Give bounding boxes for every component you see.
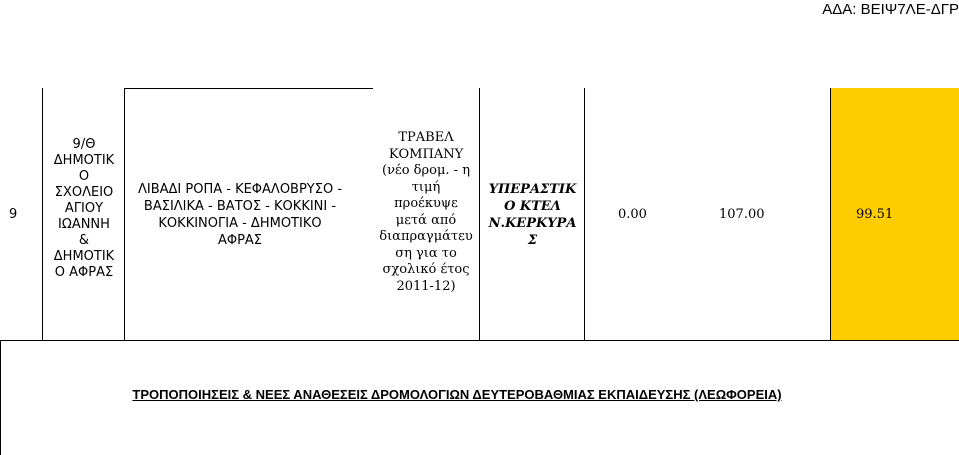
alternate-line: Σ <box>527 233 538 248</box>
contractor-line: διαπραγμάτευ <box>379 229 473 244</box>
value-2: 107.00 <box>719 207 765 222</box>
contractor-line: προέκυψε <box>394 196 458 211</box>
route-line: ΚΟΚΚΙΝΟΓΙΑ - ΔΗΜΟΤΙΚΟ <box>158 216 322 231</box>
alternate-line: ΥΠΕΡΑΣΤΙΚ <box>488 182 577 197</box>
alternate-line: Ο ΚΤΕΛ <box>504 199 561 214</box>
section-title: ΤΡΟΠΟΠΟΙΗΣΕΙΣ & ΝΕΕΣ ΑΝΑΘΕΣΕΙΣ ΔΡΟΜΟΛΟΓΙΩΝ ΔΕΥΤΕΡΟΒΑΘΜΙΑΣ ΕΚΠΑΙΔΕΥΣΗΣ (ΛΕΩΦΟΡΕΙΑ) <box>132 387 782 402</box>
contractor <box>372 130 480 295</box>
school-line: Ο <box>78 169 90 184</box>
contractor-line: ΤΡΑΒΕΛ <box>398 130 454 145</box>
route-description <box>125 181 355 249</box>
highlight-cell <box>831 88 959 341</box>
value-3: 99.51 <box>856 207 894 222</box>
route-line: ΑΦΡΑΣ <box>217 233 263 248</box>
grid-line <box>124 88 373 89</box>
school-line: ΣΧΟΛΕΙΟ <box>54 185 114 200</box>
school-line: ΙΩΑΝΝΗ <box>58 217 110 232</box>
school-line: Ο ΑΦΡΑΣ <box>54 265 114 280</box>
grid-line <box>0 340 959 341</box>
school-line: 9/Θ <box>72 137 96 152</box>
route-line: ΛΙΒΑΔΙ ΡΟΠΑ - ΚΕΦΑΛΟΒΡΥΣΟ - <box>137 182 343 197</box>
alternate-line: Ν.ΚΕΡΚΥΡΑ <box>488 216 577 231</box>
alternate-contractor <box>480 181 585 249</box>
row-number: 9 <box>9 207 18 222</box>
school-line: & <box>78 233 90 248</box>
school-line: ΑΓΙΟΥ <box>64 201 104 216</box>
value-1: 0.00 <box>618 207 647 222</box>
grid-line <box>830 88 831 341</box>
contractor-line: ΚΟΜΠΑΝΥ <box>388 146 464 162</box>
contractor-line: (νέο δρομ. - η <box>382 163 470 178</box>
contractor-line: μετά από <box>395 212 457 228</box>
school-line: ΔΗΜΟΤΙΚ <box>53 153 115 168</box>
contractor-line: 2011-12) <box>396 278 456 294</box>
route-line: ΒΑΣΙΛΙΚΑ - ΒΑΤΟΣ - ΚΟΚΚΙΝΙ - <box>143 199 337 214</box>
ada-code: ΑΔΑ: ΒΕΙΨ7ΛΕ-ΔΓΡ <box>822 1 959 18</box>
contractor-line: σχολικό έτος <box>382 262 470 277</box>
contractor-line: ση για το <box>395 245 457 261</box>
contractor-line: τιμή <box>411 179 441 195</box>
school-line: ΔΗΜΟΤΙΚ <box>53 249 115 264</box>
school-name <box>43 137 125 281</box>
